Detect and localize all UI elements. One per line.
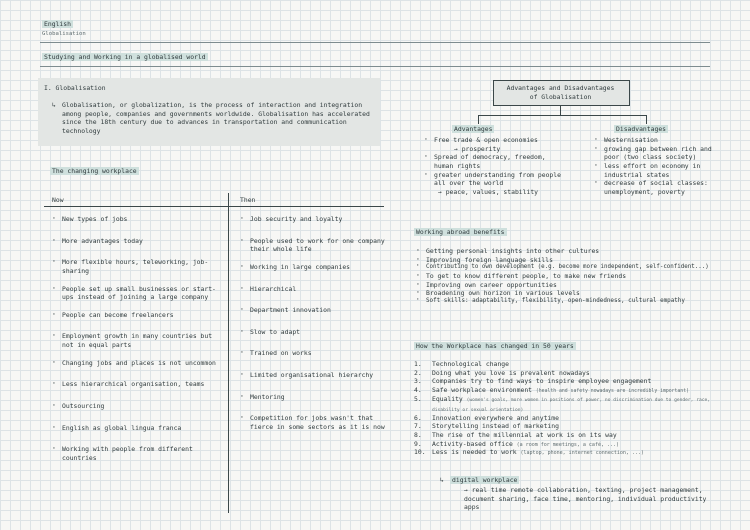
list-item: · Outsourcing [52,402,217,411]
then-list [240,215,385,445]
list-item: · Trained on works [240,349,385,358]
list-item: 4. Safe workplace environment (health and safety nowadays are incredibly important) [414,385,689,394]
list-item: · English as global lingua franca [52,424,217,433]
list-item: · More flexible hours, teleworking, job-sharing [52,258,217,275]
list-item: · Hierarchical [240,285,385,294]
adv-dis-title: Advantages and Disadvantages of Globalisation [506,84,615,101]
list-item: · Contributing to own development (e.g. become more independent, self-confident...) [416,264,716,272]
tree-left-leg [478,115,479,124]
workplace-heading: The changing workplace [52,167,137,175]
list-item: · Working with people from different countries [52,445,217,462]
list-item: · Competition for jobs wasn't that fierce in some sectors as it is now [240,414,385,431]
list-item: 1. Technological change [414,360,509,368]
tree-branch [478,115,646,116]
list-item: 8. The rise of the millennial at work is on its way [414,431,617,440]
list-item: · Job security and loyalty [240,215,385,224]
definition-text: Globalisation, or globalization, is the process of interaction and integration among people, companies and governments worldwide. Globalisation has accelerated since the 18th century due to advances in transportation and communication technology [62,101,370,135]
list-item: · Getting personal insights into other cultures [416,247,716,256]
list-item: · greater understanding from people all over the world → peace, values, stability [424,171,566,197]
list-item: 5. Equality (women's goals, more women in positions of power, no discrimination due to gender, race, disability or sexual orientation) [414,395,711,413]
header-topic: Globalisation [42,31,86,37]
list-item: · decrease of social classes: unemployment, poverty [594,179,712,196]
table-header-line [44,206,384,207]
list-item: 7. Storytelling instead of marketing [414,422,559,431]
advantages-list [424,136,566,196]
list-item: · Department innovation [240,306,385,315]
benefits-list [416,247,716,306]
list-item: · Improving foreign language skills [416,256,716,265]
list-item: · New types of jobs [52,215,217,224]
list-item: 2. Doing what you love is prevalent nowadays [414,368,590,377]
list-item: · Slow to adapt [240,328,385,337]
changes-list [414,360,714,457]
title-divider [40,66,710,67]
list-item: · Changing jobs and places is not uncommon [52,359,217,368]
tree-right-leg [646,115,647,124]
list-item: · Westernisation [594,136,712,145]
header-subject: English [44,20,71,28]
digital-workplace-heading: digital workplace [452,476,518,484]
list-item: · Improving own career opportunities [416,281,716,290]
now-list [52,215,217,476]
list-item: · More advantages today [52,237,217,246]
list-item: · Less hierarchical organisation, teams [52,380,217,389]
table-divider [228,193,229,513]
list-item: · Broadening own horizon in various levels [416,289,716,298]
list-item: · Working in large companies [240,263,385,272]
advantages-label: Advantages [454,125,493,133]
list-item: · Limited organisational hierarchy [240,371,385,380]
list-item: · Soft skills: adaptability, flexibility, open-mindedness, cultural empathy [416,298,716,306]
page-title: Studying and Working in a globalised world [44,53,206,61]
digital-workplace-arrow-icon: ↳ [440,476,444,484]
list-item: 9. Activity-based office (a room for meetings, a café, ...) [414,439,620,448]
list-item: · growing gap between rich and poor (two class society) [594,145,712,162]
disadvantages-list [594,136,712,196]
list-item: · Employment growth in many countries but not in equal parts [52,332,217,349]
list-item: · Mentoring [240,393,385,402]
list-item: · less effort on economy in industrial states [594,162,712,179]
changes-heading: How the Workplace has changed in 50 years [416,342,574,350]
definition-heading: I. Globalisation [44,84,106,92]
list-item: 6. Innovation everywhere and anytime [414,413,559,422]
list-item: · To get to know different people, to make new friends [416,272,716,281]
now-label: Now [52,196,64,204]
list-item: · People used to work for one company their whole life [240,237,385,254]
list-item: · Free trade & open economies → prosperity [424,136,566,153]
benefits-heading: Working abroad benefits [416,228,505,236]
disadvantages-label: Disadvantages [616,125,667,133]
tree-stem [560,105,561,115]
definition-arrow-icon: ↳ [52,101,56,109]
list-item: · People can become freelancers [52,311,217,320]
then-label: Then [240,196,256,204]
digital-workplace-text: → real time remote collaboration, texting, project management, document sharing, face time, mentoring, individual productivity apps [464,486,707,512]
list-item: · People set up small businesses or start-ups instead of joining a large company [52,285,217,302]
list-item: · Spread of democracy, freedom, human rights [424,153,566,170]
list-item: 10. Less is needed to work (laptop, phone, internet connection, ...) [414,448,644,457]
list-item: 3. Companies try to find ways to inspire employee engagement [414,377,652,386]
header-divider [40,42,710,43]
